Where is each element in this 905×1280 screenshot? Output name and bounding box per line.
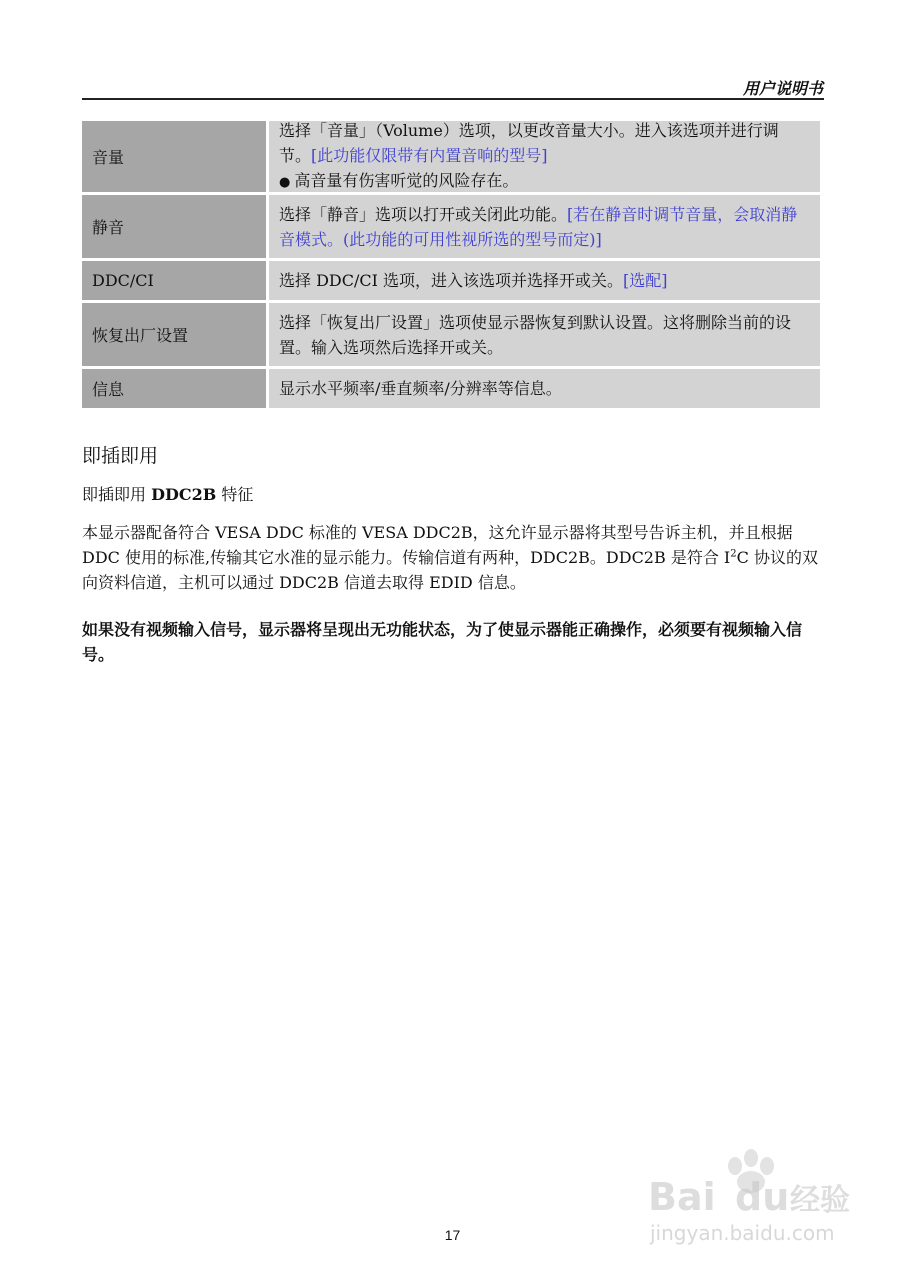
row-label: 恢复出厂设置 [82,303,266,366]
paragraph-text: C 协议的双向资料信道，主机可以通过 DDC2B 信道去取得 EDID 信息。 [82,548,818,592]
row-label: 信息 [82,369,266,408]
description-text: 选择 DDC/CI 选项，进入该选项并选择开或关。 [279,271,624,290]
svg-text:du: du [735,1175,790,1219]
description-text: 选择「音量」（Volume）选项，以更改音量大小。进入该选项并进行调节。 [279,121,779,165]
description-text: 选择「静音」选项以打开或关闭此功能。 [279,204,568,224]
subtitle-suffix: 特征 [216,485,254,504]
table-row-factory-reset [82,303,820,366]
svg-text:Bai: Bai [648,1175,716,1219]
row-description [269,261,820,300]
row-label: 静音 [82,195,266,258]
subtitle-prefix: 即插即用 [82,485,152,504]
table-row-mute [82,195,820,258]
table-row-information [82,369,820,408]
section-subtitle [82,482,253,505]
osd-settings-table [82,121,820,411]
description-text: 显示水平频率/垂直频率/分辨率等信息。 [279,379,562,398]
svg-text:经验: 经验 [790,1183,850,1218]
row-description [269,121,820,192]
model-note: [此功能仅限带有内置音响的型号] [311,146,548,165]
section-title: 即插即用 [82,445,159,467]
row-description [269,369,820,408]
model-note: [若在静音时调节音量，会取消静音模式。(此功能的可用性视所选的型号而定)] [279,204,798,249]
ddc2b-paragraph [82,520,824,595]
no-signal-warning-paragraph: 如果没有视频输入信号，显示器将呈现出无功能状态，为了使显示器能正确操作，必须要有视频输入信号。 [82,620,803,664]
warning-text: 高音量有伤害听觉的风险存在。 [294,171,519,190]
page-number: 17 [444,1227,461,1243]
description-text: 选择「恢复出厂设置」选项使显示器恢复到默认设置。这将删除当前的设置。输入选项然后选择开或关。 [279,312,792,357]
model-note: [选配] [623,271,668,290]
row-description [269,303,820,366]
bullet-icon: ● [279,175,291,190]
superscript: 2 [730,548,737,560]
subtitle-bold: DDC2B [151,485,217,504]
table-row-volume [82,121,820,192]
paragraph-text: 本显示器配备符合 VESA DDC 标准的 VESA DDC2B，这允许显示器将其型号告诉主机，并且根据 DDC 使用的标准,传输其它水准的显示能力。传输信道有两种，DDC2B。DDC2B 是符合 I [82,523,793,567]
baidu-jingyan-watermark [640,1140,870,1250]
document-header-title: 用户说明书 [742,79,823,98]
row-label: 音量 [82,121,266,192]
row-description [269,195,820,258]
svg-text:jingyan.baidu.com: jingyan.baidu.com [650,1221,835,1245]
table-row-ddcci [82,261,820,300]
header-divider [82,98,824,100]
row-label: DDC/CI [82,261,266,300]
